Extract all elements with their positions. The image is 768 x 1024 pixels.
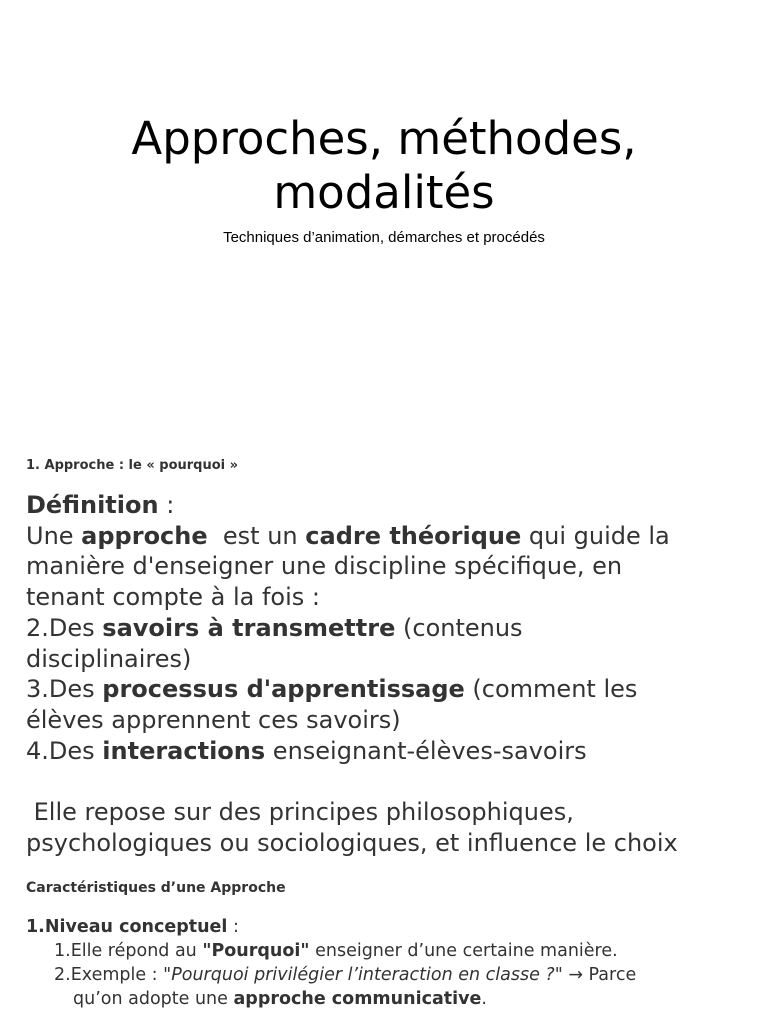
- bold-approche-communicative: approche communicative: [233, 989, 482, 1009]
- blank-line: [26, 766, 746, 797]
- bold-term-cadre: cadre théorique: [305, 521, 522, 550]
- list-item-3-cont: élèves apprennent ces savoirs): [26, 705, 401, 734]
- bold-term-processus: processus d'apprentissage: [102, 675, 465, 704]
- text-run: 2.Des: [26, 613, 103, 642]
- text-run: qu’on adopte une: [73, 989, 234, 1009]
- level-1-label: 1.Niveau conceptuel: [26, 917, 228, 937]
- list-item-2: [26, 613, 746, 644]
- text-run: est un: [207, 521, 306, 550]
- characteristics-list: [26, 915, 746, 1011]
- bold-term-interactions: interactions: [102, 736, 266, 765]
- text-run: Une: [26, 521, 82, 550]
- list-item-2-cont: disciplinaires): [26, 644, 192, 673]
- sub-item-1: [26, 939, 746, 963]
- bold-term-approche: approche: [81, 521, 208, 550]
- text-run: 4.Des: [26, 736, 103, 765]
- definition-colon: :: [158, 491, 175, 519]
- text-run: " → Parce: [554, 965, 637, 985]
- definition-label: Définition: [26, 491, 159, 519]
- text-run: qui guide la: [521, 521, 670, 550]
- text-run: 2.Exemple : ": [54, 965, 172, 985]
- section-heading-caracteristiques: Caractéristiques d’une Approche: [26, 880, 286, 896]
- definition-line-3: tenant compte à la fois :: [26, 583, 320, 612]
- title-line-1: Approches, méthodes,: [131, 112, 637, 165]
- text-run: 1.Elle répond au: [54, 941, 203, 961]
- subtitle: Techniques d’animation, démarches et procédés: [223, 229, 545, 246]
- italic-question: Pourquoi privilégier l’interaction en classe ?: [171, 965, 555, 985]
- list-item-3: [26, 674, 746, 705]
- bold-pourquoi: "Pourquoi": [202, 941, 310, 961]
- text-run: :: [227, 917, 239, 937]
- text-run: (contenus: [395, 613, 523, 642]
- text-run: enseignant-élèves-savoirs: [265, 736, 587, 765]
- section-heading-approche: 1. Approche : le « pourquoi »: [26, 458, 239, 473]
- definition-text-box: [26, 490, 746, 860]
- definition-line-1: [26, 521, 746, 552]
- definition-label-line: [26, 490, 746, 521]
- paragraph-line-1: Elle repose sur des principes philosophiques,: [26, 798, 574, 827]
- title-line-2: modalités: [273, 166, 495, 219]
- page-title: [0, 112, 768, 220]
- sub-item-2: [26, 963, 746, 987]
- text-run: (comment les: [464, 675, 638, 704]
- definition-line-2: manière d'enseigner une discipline spécifique, en: [26, 552, 623, 581]
- sub-item-2-cont: [26, 987, 746, 1011]
- text-run: 3.Des: [26, 675, 103, 704]
- paragraph-line-2: psychologiques ou sociologiques, et influence le choix: [26, 828, 678, 857]
- text-run: .: [481, 989, 487, 1009]
- list-item-4: [26, 736, 746, 767]
- level-1-item: [26, 915, 746, 939]
- text-run: enseigner d’une certaine manière.: [309, 941, 618, 961]
- bold-term-savoirs: savoirs à transmettre: [102, 613, 396, 642]
